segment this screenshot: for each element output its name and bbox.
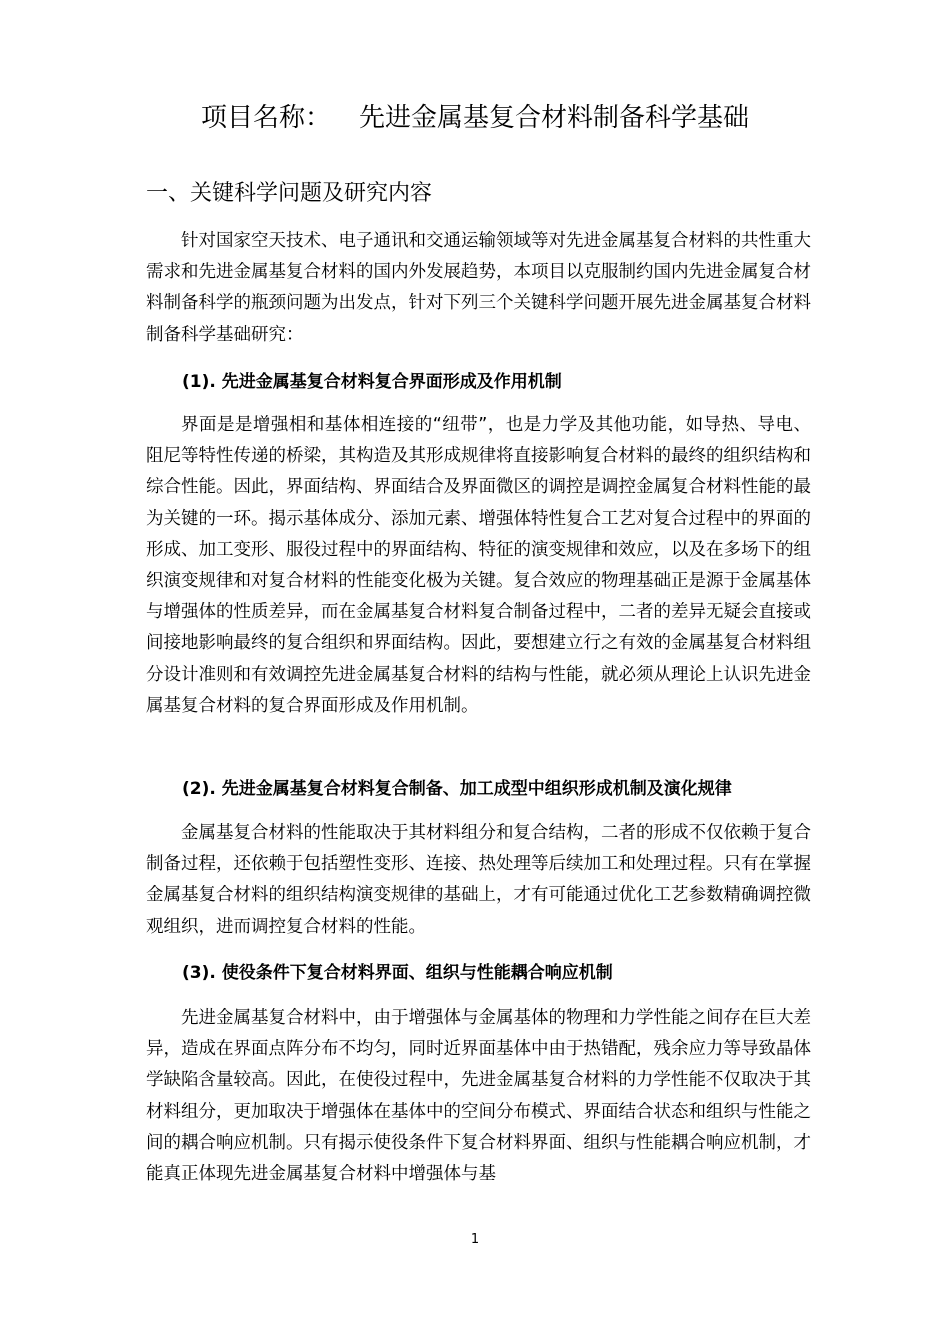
project-title-value: 先进金属基复合材料制备科学基础 <box>359 103 750 133</box>
problem-3-body: 先进金属基复合材料中，由于增强体与金属基体的物理和力学性能之间存在巨大差异，造成在界面点阵分布不均匀，同时近界面基体中由于热错配，残余应力等导致晶体学缺陷含量较高。因此，在使役过程中，先进金属基复合材料的力学性能不仅取决于其材料组分，更加取决于增强体在基体中的空间分布模式、界面结合状态和组织与性能之间的耦合响应机制。只有揭示使役条件下复合材料界面、组织与性能耦合响应机制，才能真正体现先进金属基复合材料中增强体与基 <box>146 1008 811 1185</box>
project-title-label: 项目名称： <box>200 103 331 133</box>
problem-2-body: 金属基复合材料的性能取决于其材料组分和复合结构，二者的形成不仅依赖于复合制备过程，还依赖于包括塑性变形、连接、热处理等后续加工和处理过程。只有在掌握金属基复合材料的组织结构演变规律的基础上，才有可能通过优化工艺参数精确调控微观组织，进而调控复合材料的性能。 <box>146 823 811 937</box>
problem-3-heading: (3). 使役条件下复合材料界面、组织与性能耦合响应机制 <box>182 963 613 983</box>
problem-2-heading: (2). 先进金属基复合材料复合制备、加工成型中组织形成机制及演化规律 <box>182 779 732 799</box>
project-title <box>0 98 950 138</box>
problem-1-body: 界面是是增强相和基体相连接的“纽带”，也是力学及其他功能，如导热、导电、阻尼等特性传递的桥梁，其构造及其形成规律将直接影响复合材料的最终的组织结构和综合性能。因此，界面结构、界面结合及界面微区的调控是调控金属复合材料性能的最为关键的一环。揭示基体成分、添加元素、增强体特性复合工艺对复合过程中的界面的形成、加工变形、服役过程中的界面结构、特征的演变规律和效应，以及在多场下的组织演变规律和对复合材料的性能变化极为关键。复合效应的物理基础正是源于金属基体与增强体的性质差异，而在金属基复合材料复合制备过程中，二者的差异无疑会直接或间接地影响最终的复合组织和界面结构。因此，要想建立行之有效的金属基复合材料组分设计准则和有效调控先进金属基复合材料的结构与性能，就必须从理论上认识先进金属基复合材料的复合界面形成及作用机制。 <box>146 415 811 716</box>
page-number: 1 <box>470 1232 480 1247</box>
intro-paragraph: 针对国家空天技术、电子通讯和交通运输领域等对先进金属基复合材料的共性重大需求和先进金属基复合材料的国内外发展趋势，本项目以克服制约国内先进金属复合材料制备科学的瓶颈问题为出发点，针对下列三个关键科学问题开展先进金属基复合材料制备科学基础研究： <box>146 231 811 345</box>
problem-1-heading: (1). 先进金属基复合材料复合界面形成及作用机制 <box>182 372 562 392</box>
section-heading: 一、关键科学问题及研究内容 <box>146 181 433 206</box>
